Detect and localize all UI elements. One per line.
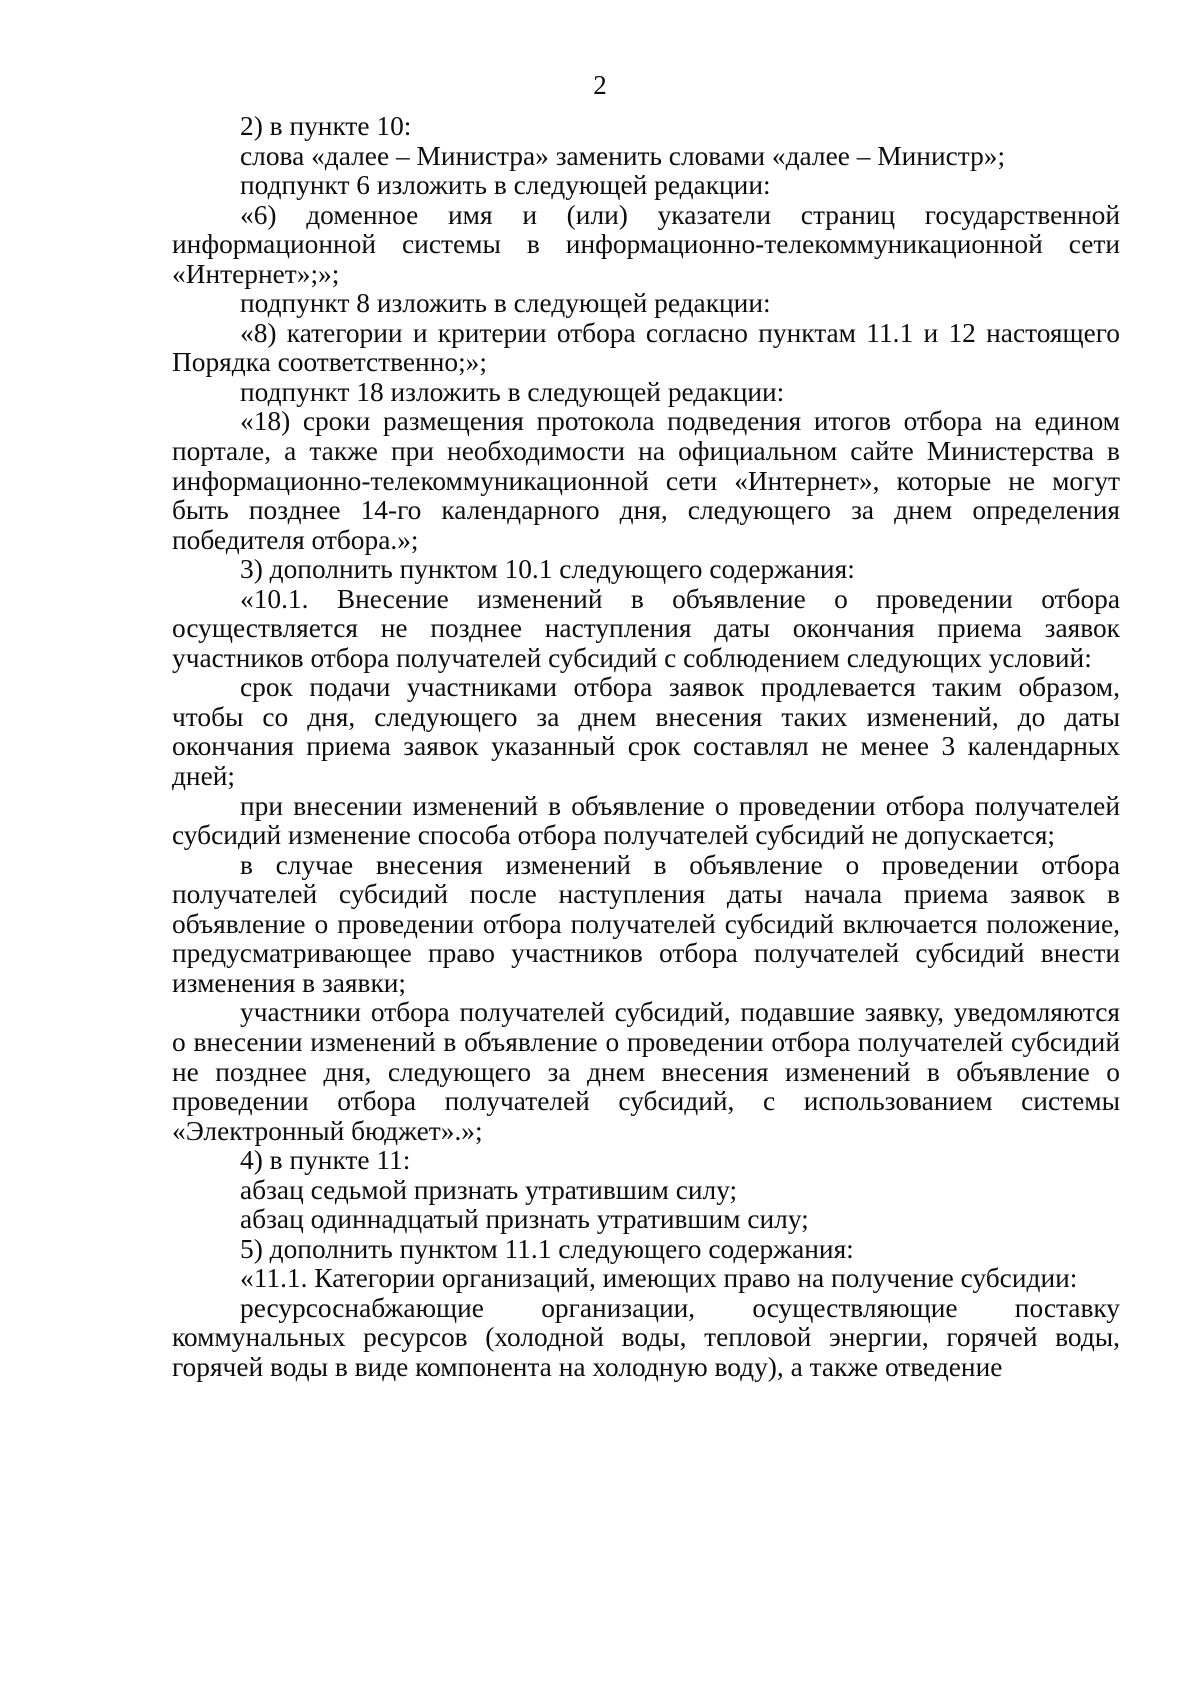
paragraph: абзац одиннадцатый признать утратившим силу; (240, 1204, 809, 1235)
paragraph: «8) категории и критерии отбора согласно пунктам 11.1 и 12 настоящего Порядка соответственно;»; (172, 317, 1120, 378)
paragraph: 3) дополнить пунктом 10.1 следующего содержания: (240, 554, 855, 585)
paragraph: «11.1. Категории организаций, имеющих право на получение субсидии: (240, 1263, 1078, 1294)
paragraph: срок подачи участниками отбора заявок продлевается таким образом, чтобы со дня, следующего за днем внесения таких изменений, до даты окончания приема заявок указанный срок составлял не менее 3 календарных дней; (172, 672, 1120, 792)
paragraph: «18) сроки размещения протокола подведения итогов отбора на едином портале, а также при необходимости на официальном сайте Министерства в информационно-телекоммуникационной сети «Интернет», которые не могут быть позднее 14-го календарного дня, следующего за днем определения победителя отбора.»; (172, 406, 1120, 555)
paragraph: слова «далее – Министра» заменить словами «далее – Министр»; (240, 140, 1006, 171)
paragraph: «6) доменное имя и (или) указатели страниц государственной информационной системы в информационно-телекоммуникационной сети «Интернет»;»; (172, 199, 1120, 289)
page-number: 2 (593, 70, 607, 100)
paragraph: абзац седьмой признать утратившим силу; (240, 1174, 738, 1205)
paragraph: подпункт 8 изложить в следующей редакции: (240, 288, 771, 319)
document-body (172, 112, 1120, 1383)
paragraph: 4) в пункте 11: (240, 1145, 411, 1176)
paragraph: в случае внесения изменений в объявление о проведении отбора получателей субсидий после наступления даты начала приема заявок в объявление о проведении отбора получателей субсидий включается положение, предусматривающее право участников отбора получателей субсидий внести изменения в заявки; (172, 849, 1120, 998)
paragraph: ресурсоснабжающие организации, осуществляющие поставку коммунальных ресурсов (холодной воды, тепловой энергии, горячей воды, горячей воды в виде компонента на холодную воду), а также отведение (172, 1292, 1120, 1382)
paragraph: при внесении изменений в объявление о проведении отбора получателей субсидий изменение способа отбора получателей субсидий не допускается; (172, 790, 1120, 851)
paragraph: «10.1. Внесение изменений в объявление о проведении отбора осуществляется не позднее наступления даты окончания приема заявок участников отбора получателей субсидий с соблюдением следующих условий: (172, 583, 1120, 673)
paragraph: 2) в пункте 10: (240, 111, 412, 141)
paragraph: участники отбора получателей субсидий, подавшие заявку, уведомляются о внесении изменений в объявление о проведении отбора получателей субсидий не позднее дня, следующего за днем внесения изменений в объявление о проведении отбора получателей субсидий, с использованием системы «Электронный бюджет».»; (172, 997, 1120, 1146)
paragraph: 5) дополнить пунктом 11.1 следующего содержания: (240, 1233, 854, 1264)
paragraph: подпункт 6 изложить в следующей редакции: (240, 170, 771, 201)
paragraph: подпункт 18 изложить в следующей редакции: (240, 376, 785, 407)
